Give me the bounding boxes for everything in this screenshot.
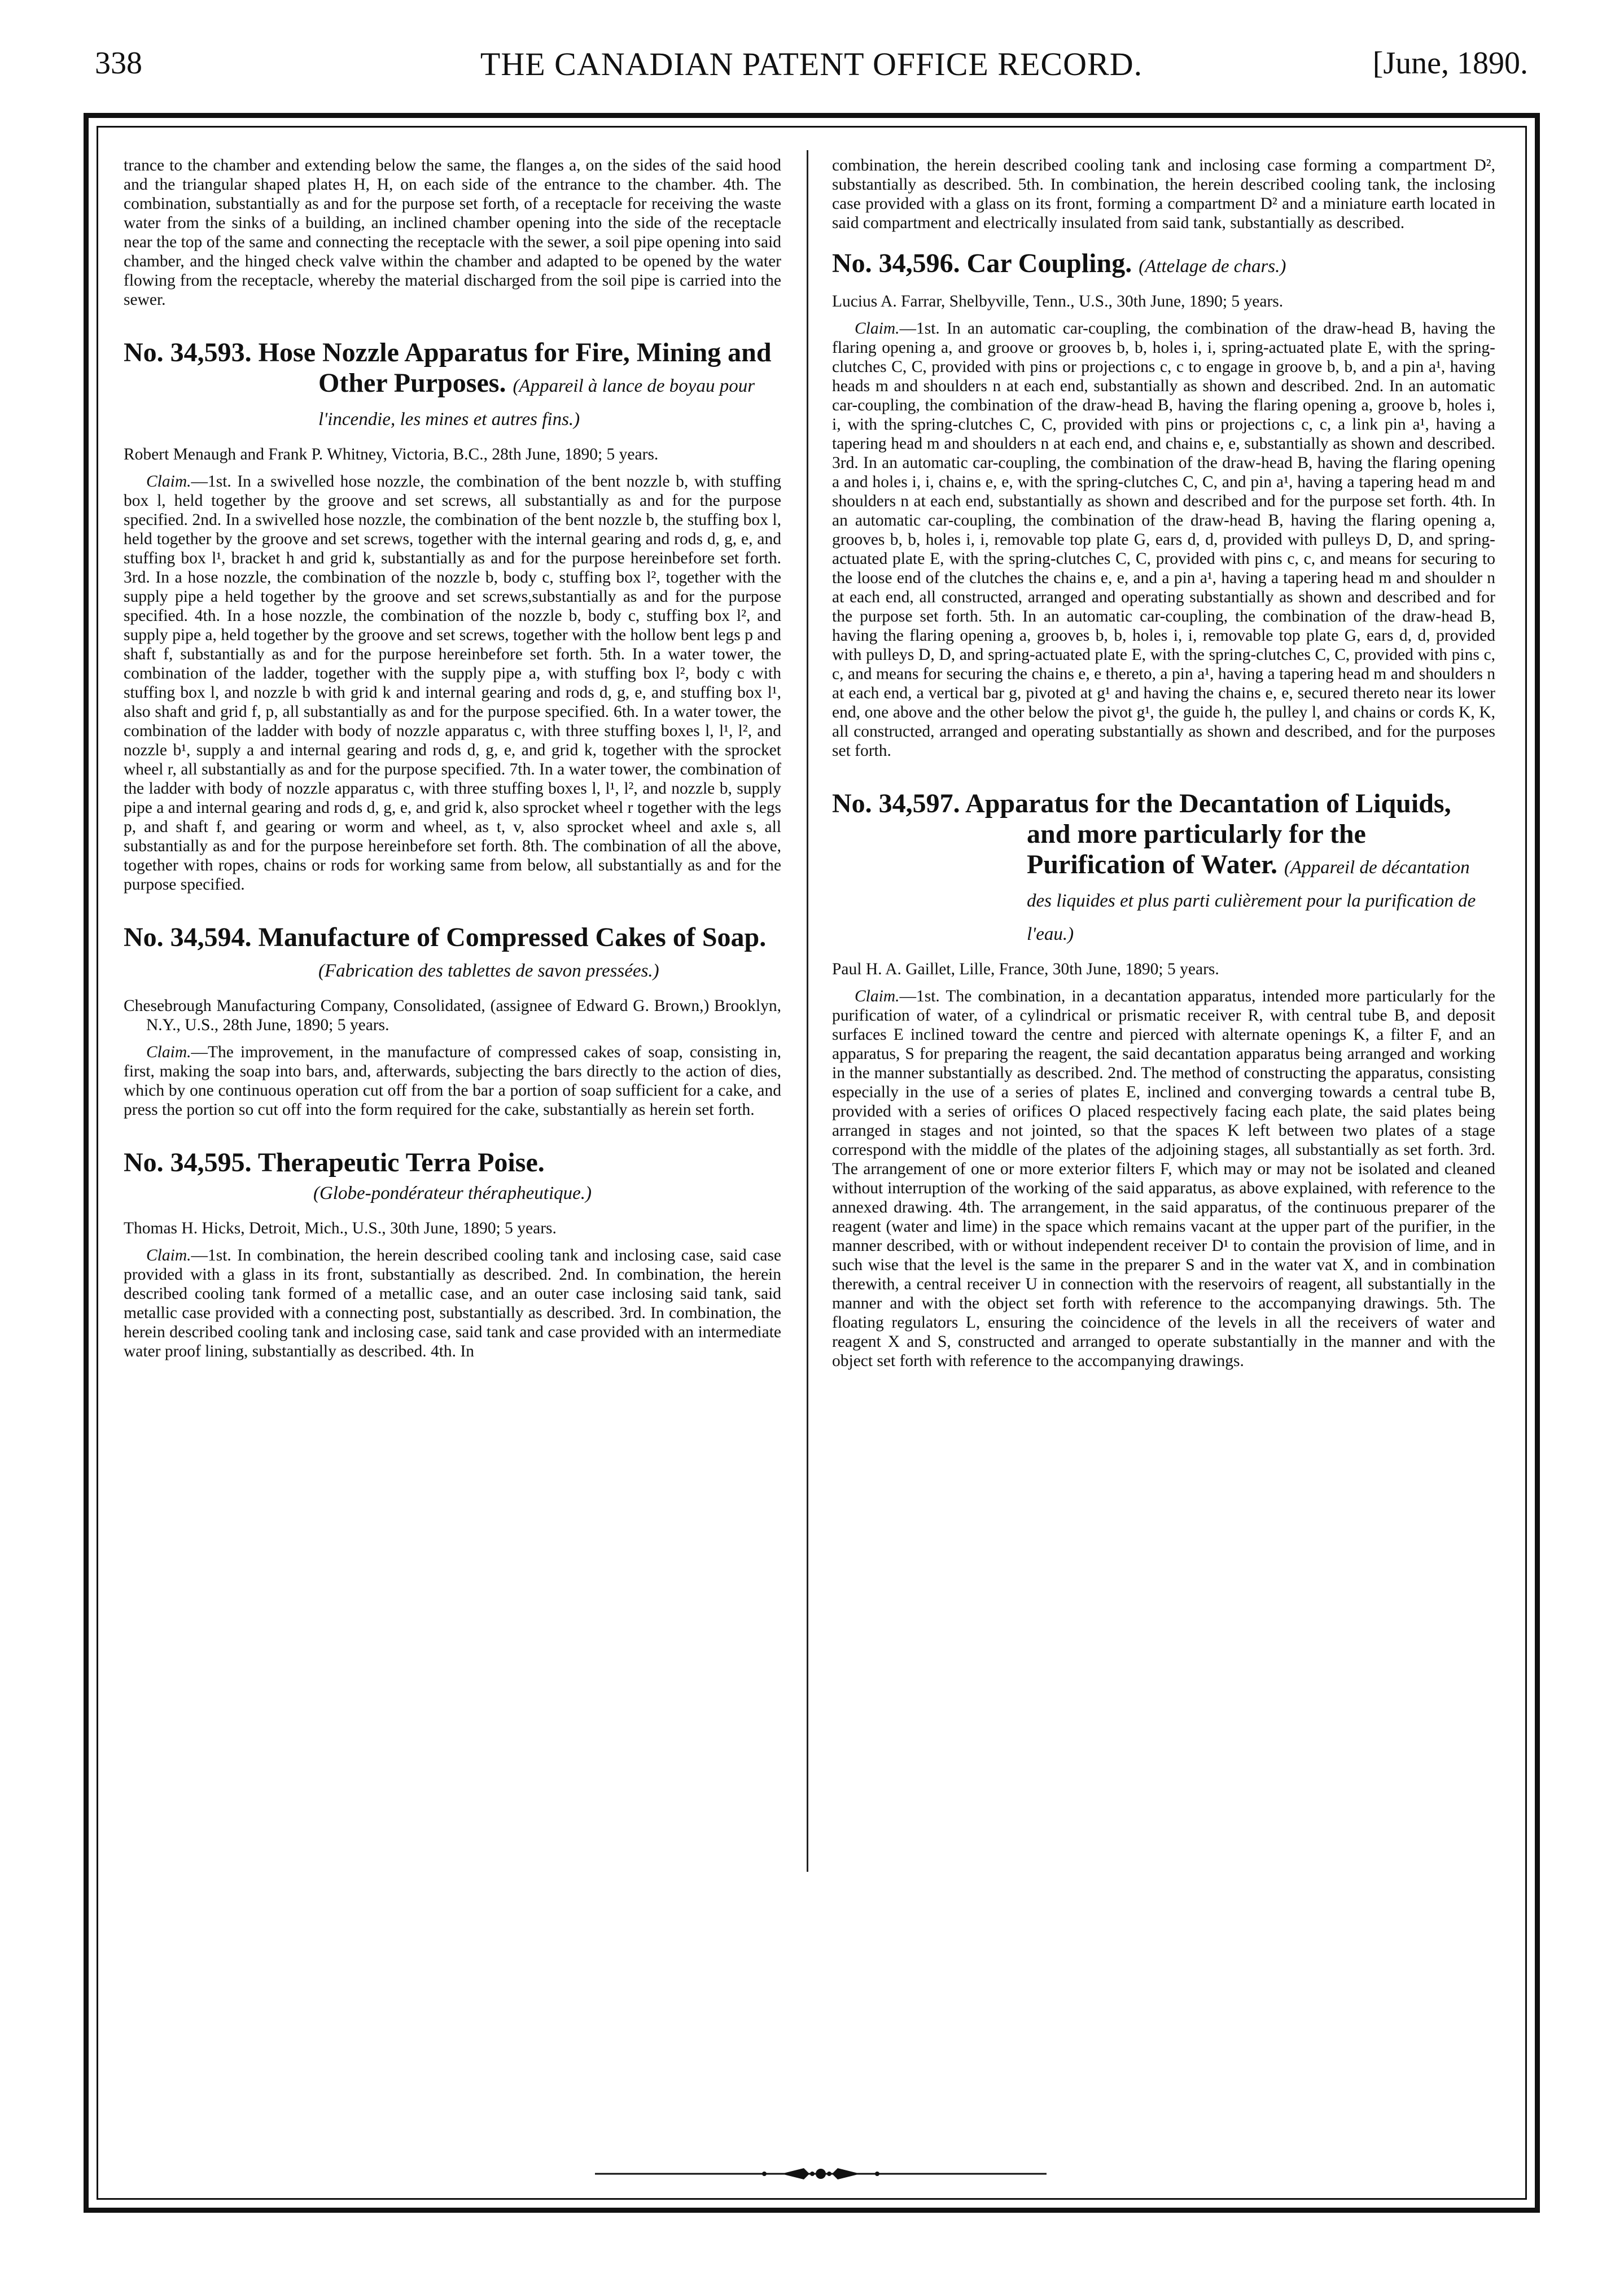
patent-number: No. 34,595. [124, 1148, 252, 1177]
claim-text [124, 1246, 781, 1361]
issue-date: [June, 1890. [1372, 46, 1528, 81]
claim-body: —The improvement, in the manufacture of compressed cakes of soap, consisting in, first, making the soap into bars, and, afterwards, subjecting the bars directly to the action of dies, which by one continuous operation cut off from the bar a portion of soap sufficient for a cake, and press the portion so cut off into the form required for the cake, substantially as herein set forth. [124, 1043, 781, 1119]
claim-text [124, 472, 781, 894]
claim-label: Claim. [855, 987, 900, 1005]
claim-body: —1st. The combination, in a decantation apparatus, intended more particularly for the purification of water, of a cylindrical or prismatic receiver R, with central tube B, and deposit surfaces E inclined toward the centre and pierced with alternate openings K, a filter F, and an apparatus, S for preparing the reagent, the said decantation apparatus being arranged and working in the manner substantially as described. 2nd. The method of constructing the apparatus, consisting especially in the use of a series of plates E, inclined and converging towards a central tube B, provided with a series of orifices O placed respectively facing each plate, the said plates being arranged in stages and not jointed, so that the spaces K left between two plates of a stage correspond with the middle of the plates of the adjoining stages, all substantially as set forth. 3rd. The arrangement of one or more exterior filters F, which may or may not be isolated and cleaned without interruption of the working of the said apparatus, as above explained, with reference to the annexed drawing. 4th. The arrangement, in the said apparatus, of the continuous preparer of the reagent (water and lime) in the space which remains vacant at the upper part of the purifier, in the manner described, with or without independent receiver D¹ to contain the provision of lime, and in such wise that the level is the same in the preparer S and in the water vat X, and in combination therewith, a central receiver U in connection with the reservoirs of reagent, all substantially in the manner and with the object set forth with reference to the accompanying drawings. 5th. The floating regulators L, ensuring the coincidence of the levels in all the receivers of water and reagent X and S, constructed and arranged to operate substantially in the manner and with the object set forth with reference to the accompanying drawings. [832, 987, 1495, 1370]
claim-text [832, 987, 1495, 1371]
publication-title: THE CANADIAN PATENT OFFICE RECORD. [480, 46, 1143, 82]
patent-heading-34597 [832, 789, 1495, 949]
patentee: Chesebrough Manufacturing Company, Consolidated, (assignee of Edward G. Brown,) Brooklyn, N.Y., U.S., 28th June, 1890; 5 years. [124, 997, 781, 1034]
patent-french-title: (Globe-pondérateur thérapheutique.) [313, 1183, 592, 1203]
patentee: Paul H. A. Gaillet, Lille, France, 30th June, 1890; 5 years. [832, 960, 1219, 978]
claim-body: —1st. In an automatic car-coupling, the combination of the draw-head B, having the flaring opening a, and groove or grooves b, b, holes i, i, spring-actuated plate E, with the spring-clutches C, C, provided with pins or projections c, c to engage in groove b, b, and a pin a¹, having heads m and shoulders n at each end, substantially as shown and described. 2nd. In an automatic car-coupling, the combination of the draw-head B, having the flaring opening a, groove b, holes i, i, with the spring-clutches C, C, provided with pins or projections c, c, a link pin a¹, having a tapering head m and shoulders n at each end, and chains e, e, substantially as shown and described. 3rd. In an automatic car-coupling, the combination of the draw-head B, having the flaring opening a and holes i, i, chains e, e, with the spring-clutches C, C, and pin a¹, having a tapering head m and shoulders n at each end, substantially as shown and described and for the purpose set forth. 4th. In an automatic car-coupling, the combination of the draw-head B, having the flaring opening a, grooves b, b, holes i, i, removable top plate G, ears d, d, provided with pulleys D, D, and spring-actuated plate E, with the spring-clutches C, C, provided with pins c, c, and means for securing to the loose end of the clutches the chains e, e, and a pin a¹, having a tapering head m and shoulder n at each end, all constructed, arranged and operating substantially as shown and described and for the purpose set forth. 5th. In an automatic car-coupling, the combination of the draw-head B, having the flaring opening a, grooves b, b, holes i, i, removable top plate G, ears d, d, provided with pulleys D, D, and spring-actuated plate E, with the spring-clutches C, C, provided with pins c, c, and means for securing the chains e, e thereto, a pin a¹, having a tapering head m and shoulders n at each end, a vertical bar g, pivoted at g¹ and having the chains e, e, secured thereto near its lower end, one above and the other below the pivot g¹, the guide h, the pulley l, and chains or cords K, K, all constructed, arranged and operating substantially as shown and described, and for the purposes set forth. [832, 319, 1495, 760]
patent-title: Therapeutic Terra Poise. [257, 1148, 545, 1177]
patent-heading-34595 [124, 1148, 781, 1209]
column-divider [807, 150, 808, 1872]
patent-number: No. 34,593. [124, 338, 252, 367]
ornament-divider [595, 2160, 1047, 2188]
patent-heading-34594 [124, 922, 781, 986]
page-frame [84, 113, 1540, 2213]
claim-text [124, 1043, 781, 1119]
patent-french-title: (Appareil à lance de boyau pour l'incendie, les mines et autres fins.) [318, 376, 755, 430]
claim-label: Claim. [146, 1246, 191, 1264]
inner-border [97, 126, 1527, 2200]
patent-title: Hose Nozzle Apparatus for Fire, Mining and Other Purposes. [258, 338, 772, 398]
patent-title: Apparatus for the Decantation of Liquids, and more particularly for the Purification of Water. [965, 789, 1451, 879]
patent-number: No. 34,597. [832, 789, 960, 818]
continuation-text: trance to the chamber and extending below the same, the flanges a, on the sides of the said hood and the triangular shaped plates H, H, on each side of the entrance to the chamber. 4th. The combination, substantially as and for the purpose set forth, of a receptacle for receiving the waste water from the sinks of a building, an inclined chamber opening into the side of the receptacle near the top of the same and connecting the receptacle with the sewer, a soil pipe opening into said chamber, and the hinged check valve within the chamber and adapted to be opened by the water flowing from the receptacle, whereby the material discharged from the soil pipe is carried into the sewer. [124, 156, 781, 309]
patent-number: No. 34,594. [124, 922, 252, 952]
patent-heading-34596 [832, 248, 1495, 282]
patent-heading-34593 [124, 338, 781, 435]
patentee: Thomas H. Hicks, Detroit, Mich., U.S., 30th June, 1890; 5 years. [124, 1219, 557, 1237]
patentee: Lucius A. Farrar, Shelbyville, Tenn., U.S., 30th June, 1890; 5 years. [832, 292, 1284, 310]
left-column [124, 156, 781, 1364]
claim-label: Claim. [146, 1043, 191, 1061]
claim-body: —1st. In combination, the herein described cooling tank and inclosing case, said case provided with a glass in its front, substantially as described. 2nd. In combination, the herein described cooling tank formed of a metallic case, and an outer case inclosing said tank, said metallic case provided with a connecting post, substantially as described. 3rd. In combination, the herein described cooling tank and inclosing case, said tank and case provided with an intermediate water proof lining, substantially as described. 4th. In [124, 1246, 781, 1360]
patentee: Robert Menaugh and Frank P. Whitney, Victoria, B.C., 28th June, 1890; 5 years. [124, 445, 659, 463]
page-header [95, 45, 1528, 85]
patent-title: Manufacture of Compressed Cakes of Soap. [258, 922, 767, 952]
claim-body: —1st. In a swivelled hose nozzle, the combination of the bent nozzle b, with stuffing box l, held together by the groove and set screws, all substantially as and for the purpose specified. 2nd. In a swivelled hose nozzle, the combination of the bent nozzle b, the stuffing box l, held together by the groove and set screws, together with the internal gearing and rods d, g, e, and stuffing box l¹, bracket h and grid k, substantially as and for the purpose hereinbefore set forth. 3rd. In a hose nozzle, the combination of the nozzle b, body c, stuffing box l², together with the supply pipe a held together by the groove and set screws,substantially as and for the purpose specified. 4th. In a hose nozzle, the combination of the nozzle b, body c, stuffing box l², and supply pipe a, held together by the groove and set screws, together with the hollow bent legs p and shaft f, substantially as and for the purpose hereinbefore set forth. 5th. In a water tower, the combination of the ladder, together with the supply pipe a, with stuffing box l², body c with stuffing box l, and nozzle b with grid k and internal gearing and rods d, g, e, and stuffing box l¹, also shaft and grid f, p, all substantially as and for the purpose specified. 6th. In a water tower, the combination of the ladder with body of nozzle apparatus c, with three stuffing boxes l, l¹, l², and nozzle b¹, supply a and internal gearing and rods d, g, e, and grid k, together with the sprocket wheel r, all substantially as and for the purpose specified. 7th. In a water tower, the combination of the ladder with body of nozzle apparatus c, with three stuffing boxes l, l¹, l², and nozzle b, supply pipe a and internal gearing and rods d, g, e, and grid k, also sprocket wheel r together with the legs p, and shaft f, and gearing or worm and wheel, as t, v, also sprocket wheel and axle s, all substantially as and for the purpose hereinbefore set forth. 8th. The combination of all the above, together with ropes, chains or rods for working same from below, all substantially as and for the purpose specified. [124, 472, 781, 894]
claim-label: Claim. [855, 319, 900, 338]
patent-french-title: (Appareil de décantation des liquides et plus parti culièrement pour la purification de l'eau.) [1027, 857, 1476, 944]
continuation-text: combination, the herein described cooling tank and inclosing case forming a compartment D², substantially as described. 5th. In combination, the herein described cooling tank, the inclosing case provided with a glass on its front, forming a compartment D² and a miniature earth located in said compartment and electrically insulated from said tank, substantially as described. [832, 156, 1495, 232]
right-column [832, 156, 1495, 1374]
patent-french-title: (Fabrication des tablettes de savon pressées.) [318, 961, 659, 981]
page-number: 338 [95, 46, 142, 81]
patent-french-title: (Attelage de chars.) [1139, 256, 1286, 277]
patent-title: Car Coupling. [966, 248, 1132, 278]
claim-text [832, 319, 1495, 760]
claim-label: Claim. [146, 472, 191, 491]
patent-number: No. 34,596. [832, 248, 960, 278]
